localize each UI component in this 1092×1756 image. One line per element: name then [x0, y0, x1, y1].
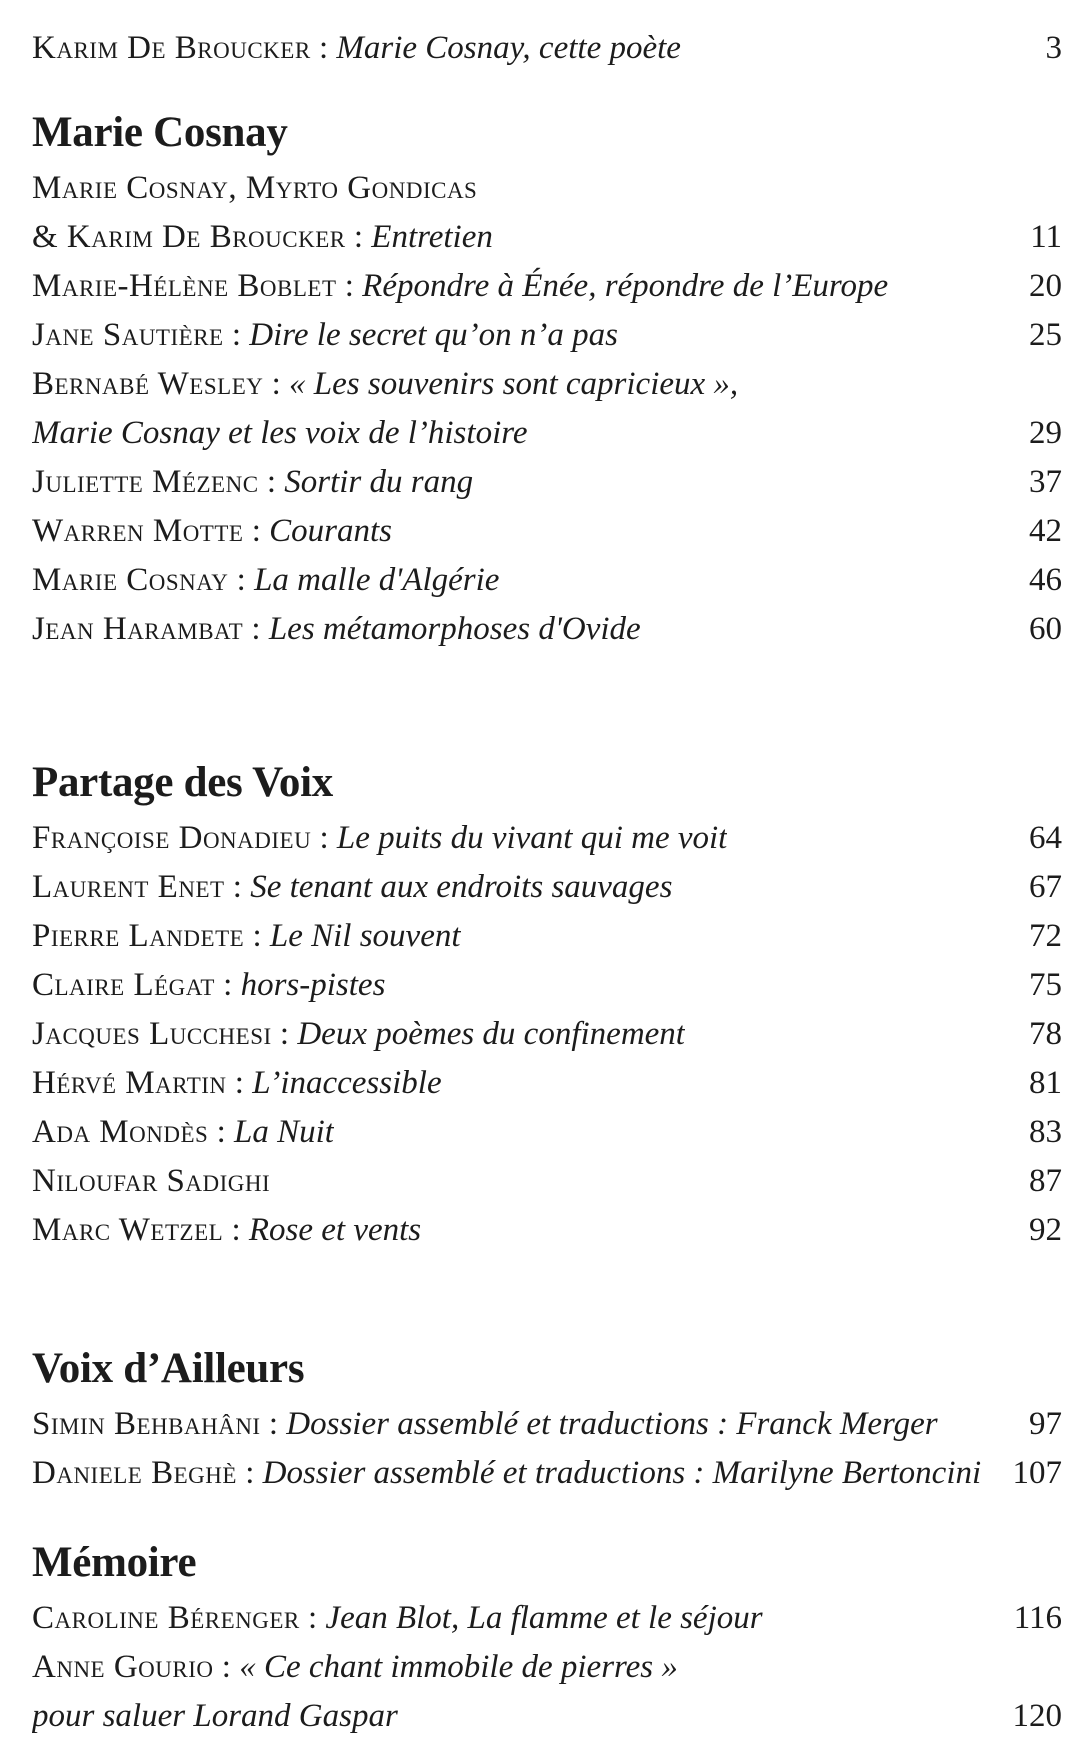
entry-author: Simin Behbahâni — [32, 1406, 261, 1442]
entry-author: Marie Cosnay, Myrto Gondicas — [32, 170, 478, 206]
section-heading: Marie Cosnay — [32, 109, 288, 156]
toc-entry[interactable]: Ada Mondès : La Nuit 83 — [32, 1108, 1062, 1157]
entry-title: Dossier assemblé et traductions : Marilyne Bertoncini — [262, 1455, 982, 1491]
toc-entry[interactable]: Pierre Landete : Le Nil souvent 72 — [32, 912, 1062, 961]
entry-page: 29 — [1029, 415, 1062, 451]
toc-entry[interactable]: Claire Légat : hors-pistes 75 — [32, 961, 1062, 1010]
entry-page: 25 — [1029, 317, 1062, 353]
entry-page: 87 — [1029, 1163, 1062, 1199]
entry-author: & Karim De Broucker — [32, 219, 346, 255]
entry-page: 81 — [1029, 1065, 1062, 1101]
entry-title-continued: Marie Cosnay et les voix de l’histoire — [32, 415, 528, 451]
entry-page: 3 — [1045, 30, 1062, 66]
entry-author: Jacques Lucchesi — [32, 1016, 272, 1052]
entry-title: Les métamorphoses d'Ovide — [268, 611, 641, 647]
entry-author: Daniele Beghè — [32, 1455, 237, 1491]
entry-author: Claire Légat — [32, 967, 215, 1003]
entry-page: 67 — [1029, 869, 1062, 905]
entry-author: Karim De Broucker — [32, 30, 311, 66]
toc-entry[interactable]: Jane Sautière : Dire le secret qu’on n’a pas 25 — [32, 311, 1062, 360]
entry-title: Le Nil souvent — [269, 918, 461, 954]
entry-page: 83 — [1029, 1114, 1062, 1150]
toc-entry[interactable]: Juliette Mézenc : Sortir du rang 37 — [32, 458, 1062, 507]
toc-entry[interactable]: & Karim De Broucker : Entretien 11 — [32, 213, 1062, 262]
entry-title: Courants — [269, 513, 392, 549]
entry-title: « Les souvenirs sont capricieux », — [289, 366, 739, 402]
section-partage-des-voix — [32, 752, 1062, 1255]
entry-page: 120 — [1012, 1698, 1062, 1734]
toc-entry[interactable]: Marie-Hélène Boblet : Répondre à Énée, répondre de l’Europe 20 — [32, 262, 1062, 311]
entry-title: Entretien — [371, 219, 493, 255]
entry-page: 46 — [1029, 562, 1062, 598]
intro-block — [32, 24, 1062, 73]
entry-author: Laurent Enet — [32, 869, 225, 905]
entry-title: Dire le secret qu’on n’a pas — [249, 317, 618, 353]
entry-title: L’inaccessible — [252, 1065, 442, 1101]
entry-author: Anne Gourio — [32, 1649, 214, 1685]
entry-author: Hérvé Martin — [32, 1065, 227, 1101]
entry-page: 60 — [1029, 611, 1062, 647]
toc-entry-line1[interactable]: Bernabé Wesley : « Les souvenirs sont capricieux », — [32, 366, 739, 402]
toc-entry[interactable]: Caroline Bérenger : Jean Blot, La flamme et le séjour 116 — [32, 1594, 1062, 1643]
entry-page: 42 — [1029, 513, 1062, 549]
entry-page: 75 — [1029, 967, 1062, 1003]
entry-author: Marie-Hélène Boblet — [32, 268, 337, 304]
toc-entry[interactable]: Daniele Beghè : Dossier assemblé et traductions : Marilyne Bertoncini 107 — [32, 1449, 1062, 1498]
entry-author: Pierre Landete — [32, 918, 245, 954]
entry-title: Jean Blot, La flamme et le séjour — [325, 1600, 763, 1636]
entry-page: 37 — [1029, 464, 1062, 500]
entry-page: 116 — [1013, 1600, 1062, 1636]
entry-title: Sortir du rang — [284, 464, 474, 500]
toc-entry[interactable]: Marc Wetzel : Rose et vents 92 — [32, 1206, 1062, 1255]
entry-page: 11 — [1030, 219, 1062, 255]
entry-page: 64 — [1029, 820, 1062, 856]
entry-author: Jean Harambat — [32, 611, 244, 647]
section-heading: Mémoire — [32, 1539, 197, 1586]
entry-title: Dossier assemblé et traductions : Franck Merger — [286, 1406, 938, 1442]
entry-title: La malle d'Algérie — [254, 562, 500, 598]
entry-title: Le puits du vivant qui me voit — [336, 820, 728, 856]
entry-page: 72 — [1029, 918, 1062, 954]
toc-entry-line1[interactable]: Anne Gourio : « Ce chant immobile de pierres » — [32, 1649, 678, 1685]
section-marie-cosnay — [32, 102, 1062, 654]
toc-entry[interactable]: Jacques Lucchesi : Deux poèmes du confinement 78 — [32, 1010, 1062, 1059]
toc-entry-line1[interactable] — [32, 164, 1062, 213]
toc-entry[interactable] — [32, 1157, 1062, 1206]
section-voix-ailleurs — [32, 1338, 1062, 1498]
entry-page: 78 — [1029, 1016, 1062, 1052]
section-heading: Voix d’Ailleurs — [32, 1345, 305, 1392]
entry-page: 97 — [1029, 1406, 1062, 1442]
entry-author: Caroline Bérenger — [32, 1600, 300, 1636]
toc-entry[interactable]: Jean Harambat : Les métamorphoses d'Ovide 60 — [32, 605, 1062, 654]
toc-entry[interactable]: Hérvé Martin : L’inaccessible 81 — [32, 1059, 1062, 1108]
entry-title: Répondre à Énée, répondre de l’Europe — [362, 268, 889, 304]
entry-author: Marc Wetzel — [32, 1212, 224, 1248]
entry-author: Juliette Mézenc — [32, 464, 259, 500]
toc-entry[interactable]: Françoise Donadieu : Le puits du vivant qui me voit 64 — [32, 814, 1062, 863]
entry-author: Marie Cosnay — [32, 562, 229, 598]
entry-title-continued: pour saluer Lorand Gaspar — [32, 1698, 398, 1734]
entry-author: Warren Motte — [32, 513, 244, 549]
entry-page: 20 — [1029, 268, 1062, 304]
entry-author: Ada Mondès — [32, 1114, 209, 1150]
entry-title: La Nuit — [234, 1114, 334, 1150]
entry-title: Rose et vents — [248, 1212, 422, 1248]
toc-entry[interactable] — [32, 1692, 1062, 1741]
entry-title: Deux poèmes du confinement — [297, 1016, 685, 1052]
toc-entry[interactable] — [32, 409, 1062, 458]
toc-entry[interactable]: Marie Cosnay : La malle d'Algérie 46 — [32, 556, 1062, 605]
entry-author: Bernabé Wesley — [32, 366, 264, 402]
entry-title: Se tenant aux endroits sauvages — [250, 869, 673, 905]
toc-entry[interactable]: Laurent Enet : Se tenant aux endroits sauvages 67 — [32, 863, 1062, 912]
entry-author: Françoise Donadieu — [32, 820, 312, 856]
entry-title: « Ce chant immobile de pierres » — [239, 1649, 678, 1685]
toc-entry[interactable]: Simin Behbahâni : Dossier assemblé et traductions : Franck Merger 97 — [32, 1400, 1062, 1449]
entry-author: Jane Sautière — [32, 317, 224, 353]
section-memoire — [32, 1532, 1062, 1741]
entry-page: 107 — [1012, 1455, 1062, 1491]
entry-title: Marie Cosnay, cette poète — [336, 30, 681, 66]
entry-page: 92 — [1029, 1212, 1062, 1248]
toc-entry[interactable]: Karim De Broucker : Marie Cosnay, cette poète 3 — [32, 24, 1062, 73]
entry-author: Niloufar Sadighi — [32, 1163, 271, 1199]
entry-title: hors-pistes — [240, 967, 386, 1003]
section-heading: Partage des Voix — [32, 759, 333, 806]
toc-entry[interactable]: Warren Motte : Courants 42 — [32, 507, 1062, 556]
